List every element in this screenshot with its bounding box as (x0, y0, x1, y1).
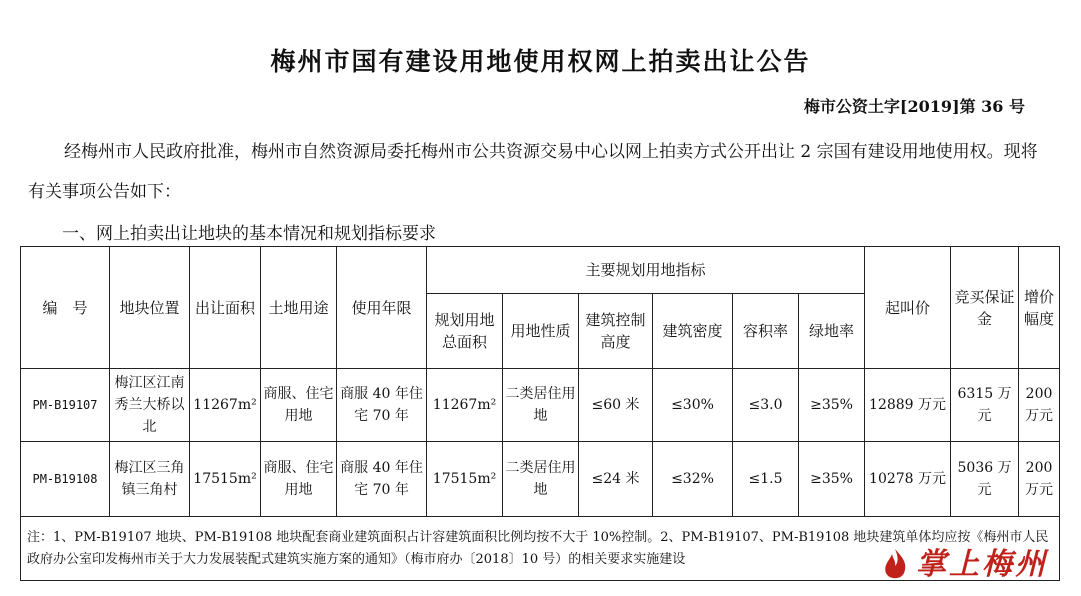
cell-term: 商服 40 年住宅 70 年 (337, 369, 427, 442)
header-green: 绿地率 (799, 294, 865, 369)
cell-plan-area: 11267m² (427, 369, 503, 442)
header-start-price: 起叫价 (865, 247, 951, 369)
watermark-text: 掌上梅州 (916, 547, 1048, 582)
header-density: 建筑密度 (653, 294, 733, 369)
header-planning-group: 主要规划用地指标 (427, 247, 865, 294)
cell-land-nature: 二类居住用地 (503, 369, 579, 442)
header-area: 出让面积 (190, 247, 261, 369)
cell-green: ≥35% (799, 442, 865, 517)
land-parcel-table (20, 246, 1060, 581)
cell-density: ≤32% (653, 442, 733, 517)
header-far: 容积率 (733, 294, 799, 369)
cell-height: ≤60 米 (579, 369, 653, 442)
header-id: 编 号 (21, 247, 110, 369)
cell-plan-area: 17515m² (427, 442, 503, 517)
cell-deposit: 6315 万元 (951, 369, 1019, 442)
cell-use: 商服、住宅用地 (261, 369, 337, 442)
cell-id: PM-B19108 (21, 442, 110, 517)
cell-green: ≥35% (799, 369, 865, 442)
cell-use: 商服、住宅用地 (261, 442, 337, 517)
header-increment: 增价幅度 (1019, 247, 1060, 369)
cell-density: ≤30% (653, 369, 733, 442)
page-title: 梅州市国有建设用地使用权网上拍卖出让公告 (270, 47, 811, 76)
header-deposit: 竞买保证金 (951, 247, 1019, 369)
cell-id: PM-B19107 (21, 369, 110, 442)
watermark-logo (880, 542, 1070, 588)
cell-height: ≤24 米 (579, 442, 653, 517)
cell-far: ≤3.0 (733, 369, 799, 442)
cell-area: 17515m² (190, 442, 261, 517)
cell-far: ≤1.5 (733, 442, 799, 517)
cell-start-price: 10278 万元 (865, 442, 951, 517)
cell-increment: 200 万元 (1019, 442, 1060, 517)
table-row (21, 442, 1060, 517)
flame-logo-icon (880, 548, 910, 582)
header-plan-area: 规划用地总面积 (427, 294, 503, 369)
header-term: 使用年限 (337, 247, 427, 369)
table-note: 注：1、PM-B19107 地块、PM-B19108 地块配套商业建筑面积占计容建筑面积比例均按不大于 10%控制。2、PM-B19107、PM-B19108 地块建筑单体均应按《梅州市人民政府办公室印发梅州市关于大力发展装配式建筑实施方案的通知》（梅市府办〔2018〕10 号）的相关要求实施建设 (21, 517, 1060, 581)
header-location: 地块位置 (110, 247, 190, 369)
header-height: 建筑控制高度 (579, 294, 653, 369)
intro-paragraph: 经梅州市人民政府批准，梅州市自然资源局委托梅州市公共资源交易中心以网上拍卖方式公开出让 2 宗国有建设用地使用权。现将有关事项公告如下： (28, 142, 1038, 202)
header-use: 土地用途 (261, 247, 337, 369)
cell-land-nature: 二类居住用地 (503, 442, 579, 517)
cell-start-price: 12889 万元 (865, 369, 951, 442)
cell-deposit: 5036 万元 (951, 442, 1019, 517)
cell-increment: 200 万元 (1019, 369, 1060, 442)
section-heading: 一、网上拍卖出让地块的基本情况和规划指标要求 (62, 224, 436, 244)
cell-location: 梅江区三角镇三角村 (110, 442, 190, 517)
cell-location: 梅江区江南秀兰大桥以北 (110, 369, 190, 442)
table-row (21, 369, 1060, 442)
cell-term: 商服 40 年住宅 70 年 (337, 442, 427, 517)
header-land-nature: 用地性质 (503, 294, 579, 369)
document-number: 梅市公资土字[2019]第 36 号 (803, 97, 1025, 116)
cell-area: 11267m² (190, 369, 261, 442)
